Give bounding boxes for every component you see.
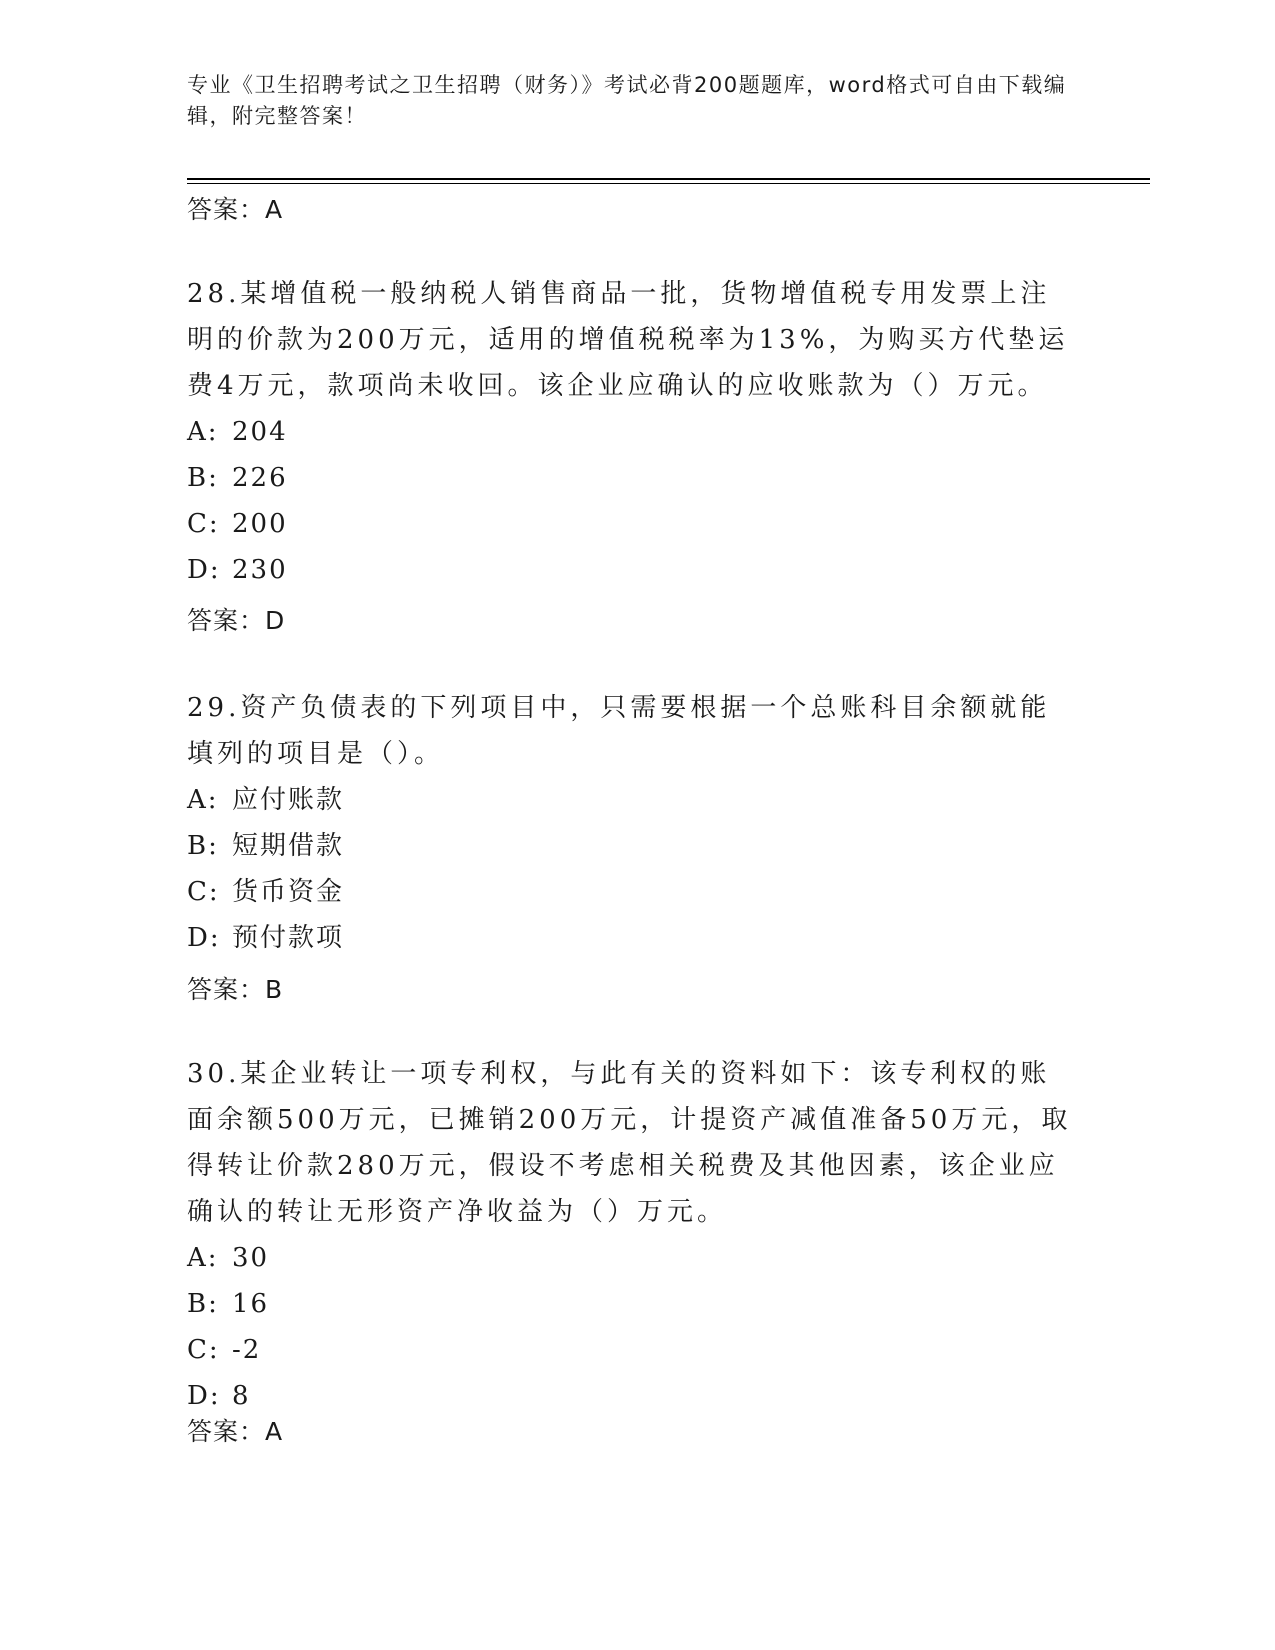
option-b: B: 短期借款 (187, 831, 345, 861)
option-c: C: 货币资金 (187, 877, 345, 907)
option-a: A: 30 (187, 1243, 270, 1273)
question-30 (187, 1051, 1077, 1419)
document-header: 专业《卫生招聘考试之卫生招聘（财务）》考试必背200题题库，word格式可自由下载编辑，附完整答案！ (187, 73, 1067, 128)
answer-29: 答案：B (187, 975, 284, 1004)
header-rule-thick (187, 178, 1150, 180)
option-d: D: 预付款项 (187, 923, 345, 953)
option-b: B: 16 (187, 1289, 270, 1319)
answer-30: 答案：A (187, 1417, 284, 1446)
answer-28: 答案：D (187, 606, 286, 635)
question-stem: 30.某企业转让一项专利权，与此有关的资料如下：该专利权的账面余额500万元，已摊销200万元，计提资产减值准备50万元，取得转让价款280万元，假设不考虑相关税费及其他因素，该企业应确认的转让无形资产净收益为（）万元。 (187, 1059, 1072, 1227)
question-29 (187, 685, 1077, 961)
option-c: C: 200 (187, 509, 288, 539)
option-b: B: 226 (187, 463, 288, 493)
option-a: A: 应付账款 (187, 785, 345, 815)
question-stem: 29.资产负债表的下列项目中，只需要根据一个总账科目余额就能填列的项目是（）。 (187, 693, 1051, 769)
header-rule-thin (187, 183, 1150, 184)
option-a: A: 204 (187, 417, 288, 447)
option-c: C: -2 (187, 1335, 262, 1365)
option-d: D: 230 (187, 555, 288, 585)
previous-answer: 答案：A (187, 195, 284, 224)
option-d: D: 8 (187, 1381, 251, 1411)
question-28 (187, 271, 1077, 593)
question-stem: 28.某增值税一般纳税人销售商品一批，货物增值税专用发票上注明的价款为200万元，适用的增值税税率为13%，为购买方代垫运费4万元，款项尚未收回。该企业应确认的应收账款为（）万元。 (187, 279, 1069, 401)
